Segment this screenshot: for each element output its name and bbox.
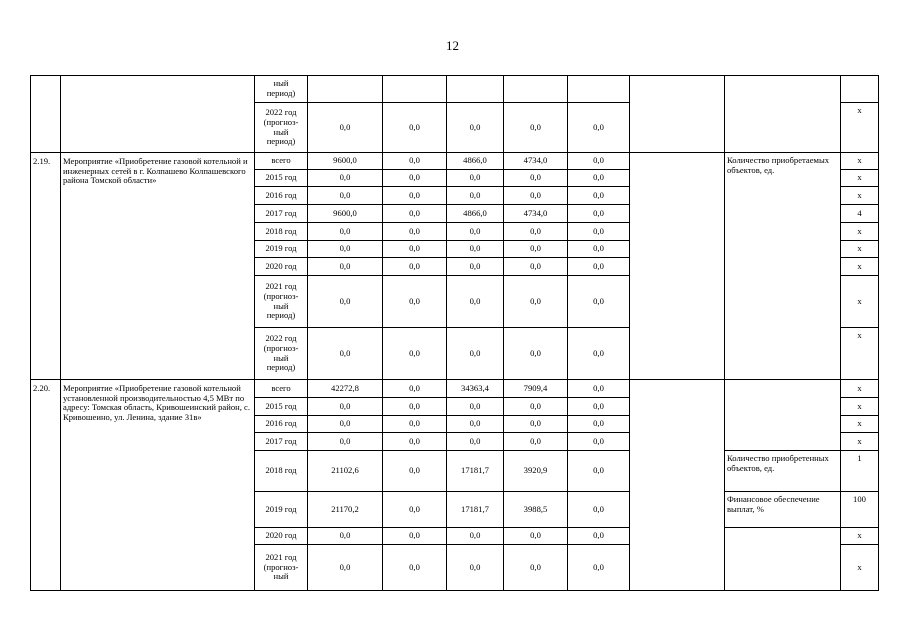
mark-cell: х <box>841 153 879 170</box>
value-cell: 0,0 <box>504 187 568 205</box>
value-cell: 0,0 <box>568 416 630 433</box>
value-cell: 0,0 <box>308 258 383 276</box>
year-label: 2018 год <box>255 451 308 492</box>
year-label: ный период) <box>255 76 308 103</box>
value-cell: 0,0 <box>383 451 447 492</box>
value-cell: 17181,7 <box>447 451 504 492</box>
value-cell: 34363,4 <box>447 380 504 398</box>
num-cell <box>31 76 61 153</box>
mark-cell: 4 <box>841 205 879 223</box>
mark-cell: 1 <box>841 451 879 492</box>
year-label: 2020 год <box>255 258 308 276</box>
mark-cell: х <box>841 170 879 187</box>
mark-cell: 100 <box>841 492 879 528</box>
value-cell <box>447 76 504 103</box>
value-cell: 4734,0 <box>504 153 568 170</box>
value-cell: 0,0 <box>568 258 630 276</box>
value-cell: 0,0 <box>568 451 630 492</box>
year-label: 2019 год <box>255 492 308 528</box>
mark-cell: х <box>841 528 879 545</box>
table-row <box>31 76 879 103</box>
value-cell: 0,0 <box>447 223 504 241</box>
value-cell: 7909,4 <box>504 380 568 398</box>
value-cell: 0,0 <box>568 223 630 241</box>
year-label: всего <box>255 380 308 398</box>
indicator-objects: Количество приобретенных объектов, ед. <box>725 451 841 492</box>
title-cell <box>61 76 255 153</box>
value-cell: 0,0 <box>383 153 447 170</box>
value-cell: 0,0 <box>383 241 447 258</box>
value-cell: 21170,2 <box>308 492 383 528</box>
value-cell: 0,0 <box>504 170 568 187</box>
mark-cell: х <box>841 276 879 328</box>
mark-cell: х <box>841 433 879 451</box>
value-cell: 0,0 <box>308 398 383 416</box>
empty-cell <box>630 153 725 380</box>
year-label: 2020 год <box>255 528 308 545</box>
value-cell: 0,0 <box>383 187 447 205</box>
value-cell: 0,0 <box>447 545 504 591</box>
value-cell: 0,0 <box>447 528 504 545</box>
value-cell: 21102,6 <box>308 451 383 492</box>
value-cell: 0,0 <box>568 187 630 205</box>
value-cell: 0,0 <box>383 545 447 591</box>
value-cell: 0,0 <box>447 328 504 380</box>
value-cell: 4866,0 <box>447 153 504 170</box>
value-cell: 0,0 <box>383 328 447 380</box>
value-cell: 0,0 <box>504 258 568 276</box>
value-cell: 0,0 <box>504 103 568 153</box>
value-cell: 0,0 <box>504 328 568 380</box>
indicator-empty <box>725 528 841 591</box>
value-cell: 0,0 <box>568 492 630 528</box>
value-cell: 0,0 <box>308 276 383 328</box>
mark-cell <box>841 76 879 103</box>
mark-cell: х <box>841 241 879 258</box>
empty-cell <box>630 380 725 591</box>
year-label: всего <box>255 153 308 170</box>
value-cell: 4866,0 <box>447 205 504 223</box>
indicator-finance: Финансовое обеспечение выплат, % <box>725 492 841 528</box>
value-cell: 0,0 <box>383 492 447 528</box>
value-cell: 0,0 <box>568 103 630 153</box>
indicator-cell <box>725 76 841 153</box>
value-cell: 0,0 <box>383 276 447 328</box>
value-cell: 0,0 <box>308 241 383 258</box>
mark-cell: х <box>841 328 879 380</box>
value-cell: 0,0 <box>447 187 504 205</box>
value-cell: 0,0 <box>383 398 447 416</box>
year-label: 2019 год <box>255 241 308 258</box>
value-cell: 0,0 <box>447 416 504 433</box>
page-number: 12 <box>446 38 459 53</box>
value-cell: 42272,8 <box>308 380 383 398</box>
year-label: 2015 год <box>255 398 308 416</box>
year-label: 2018 год <box>255 223 308 241</box>
value-cell: 0,0 <box>504 241 568 258</box>
value-cell: 0,0 <box>383 223 447 241</box>
value-cell: 0,0 <box>568 545 630 591</box>
year-label: 2015 год <box>255 170 308 187</box>
value-cell: 9600,0 <box>308 205 383 223</box>
value-cell: 0,0 <box>383 380 447 398</box>
value-cell: 9600,0 <box>308 153 383 170</box>
indicator-empty <box>725 380 841 451</box>
value-cell: 0,0 <box>308 223 383 241</box>
empty-cell <box>630 76 725 153</box>
value-cell: 0,0 <box>568 433 630 451</box>
value-cell: 0,0 <box>383 258 447 276</box>
value-cell: 0,0 <box>447 170 504 187</box>
value-cell: 0,0 <box>308 528 383 545</box>
value-cell: 3988,5 <box>504 492 568 528</box>
value-cell: 0,0 <box>568 380 630 398</box>
value-cell: 0,0 <box>308 187 383 205</box>
value-cell: 4734,0 <box>504 205 568 223</box>
indicator-cell: Количество приобретаемых объектов, ед. <box>725 153 841 380</box>
mark-cell: х <box>841 416 879 433</box>
value-cell: 0,0 <box>447 398 504 416</box>
mark-cell: х <box>841 545 879 591</box>
year-label: 2017 год <box>255 205 308 223</box>
value-cell: 0,0 <box>447 103 504 153</box>
value-cell: 0,0 <box>308 433 383 451</box>
mark-cell: х <box>841 398 879 416</box>
item-title: Мероприятие «Приобретение газовой котельной установленной производительностью 4,5 МВт по адресу: Томская область, Кривошеинский район, с. Кривошеино, ул. Ленина, здание 31в» <box>61 380 255 591</box>
value-cell: 0,0 <box>383 433 447 451</box>
value-cell <box>308 76 383 103</box>
value-cell: 0,0 <box>383 205 447 223</box>
value-cell: 0,0 <box>568 170 630 187</box>
mark-cell: х <box>841 223 879 241</box>
value-cell: 0,0 <box>568 528 630 545</box>
value-cell: 0,0 <box>308 103 383 153</box>
value-cell: 0,0 <box>568 328 630 380</box>
value-cell: 0,0 <box>383 103 447 153</box>
value-cell: 0,0 <box>447 276 504 328</box>
value-cell <box>504 76 568 103</box>
value-cell: 0,0 <box>308 170 383 187</box>
mark-cell: х <box>841 380 879 398</box>
value-cell: 0,0 <box>504 433 568 451</box>
value-cell <box>568 76 630 103</box>
budget-table <box>30 75 879 591</box>
value-cell: 0,0 <box>568 398 630 416</box>
value-cell: 0,0 <box>308 416 383 433</box>
year-label: 2021 год (прогноз- ный <box>255 545 308 591</box>
value-cell: 0,0 <box>568 276 630 328</box>
value-cell: 0,0 <box>504 528 568 545</box>
item-number: 2.19. <box>31 153 61 380</box>
year-label: 2016 год <box>255 416 308 433</box>
value-cell: 0,0 <box>504 416 568 433</box>
value-cell: 0,0 <box>447 258 504 276</box>
table-row <box>31 153 879 170</box>
value-cell: 0,0 <box>383 170 447 187</box>
mark-cell: х <box>841 258 879 276</box>
mark-cell: х <box>841 103 879 153</box>
value-cell: 0,0 <box>383 416 447 433</box>
value-cell: 0,0 <box>504 398 568 416</box>
value-cell: 0,0 <box>504 545 568 591</box>
value-cell: 0,0 <box>568 241 630 258</box>
value-cell: 0,0 <box>447 433 504 451</box>
value-cell <box>383 76 447 103</box>
value-cell: 3920,9 <box>504 451 568 492</box>
value-cell: 0,0 <box>504 276 568 328</box>
value-cell: 0,0 <box>383 528 447 545</box>
value-cell: 0,0 <box>308 545 383 591</box>
value-cell: 0,0 <box>504 223 568 241</box>
year-label: 2017 год <box>255 433 308 451</box>
value-cell: 0,0 <box>447 241 504 258</box>
table-row <box>31 380 879 398</box>
value-cell: 0,0 <box>568 205 630 223</box>
value-cell: 0,0 <box>308 328 383 380</box>
item-title: Мероприятие «Приобретение газовой котельной и инженерных сетей в г. Колпашево Колпашевского района Томской области» <box>61 153 255 380</box>
year-label: 2022 год (прогноз- ный период) <box>255 328 308 380</box>
value-cell: 17181,7 <box>447 492 504 528</box>
year-label: 2016 год <box>255 187 308 205</box>
value-cell: 0,0 <box>568 153 630 170</box>
item-number: 2.20. <box>31 380 61 591</box>
year-label: 2021 год (прогноз- ный период) <box>255 276 308 328</box>
year-label: 2022 год (прогноз- ный период) <box>255 103 308 153</box>
mark-cell: х <box>841 187 879 205</box>
